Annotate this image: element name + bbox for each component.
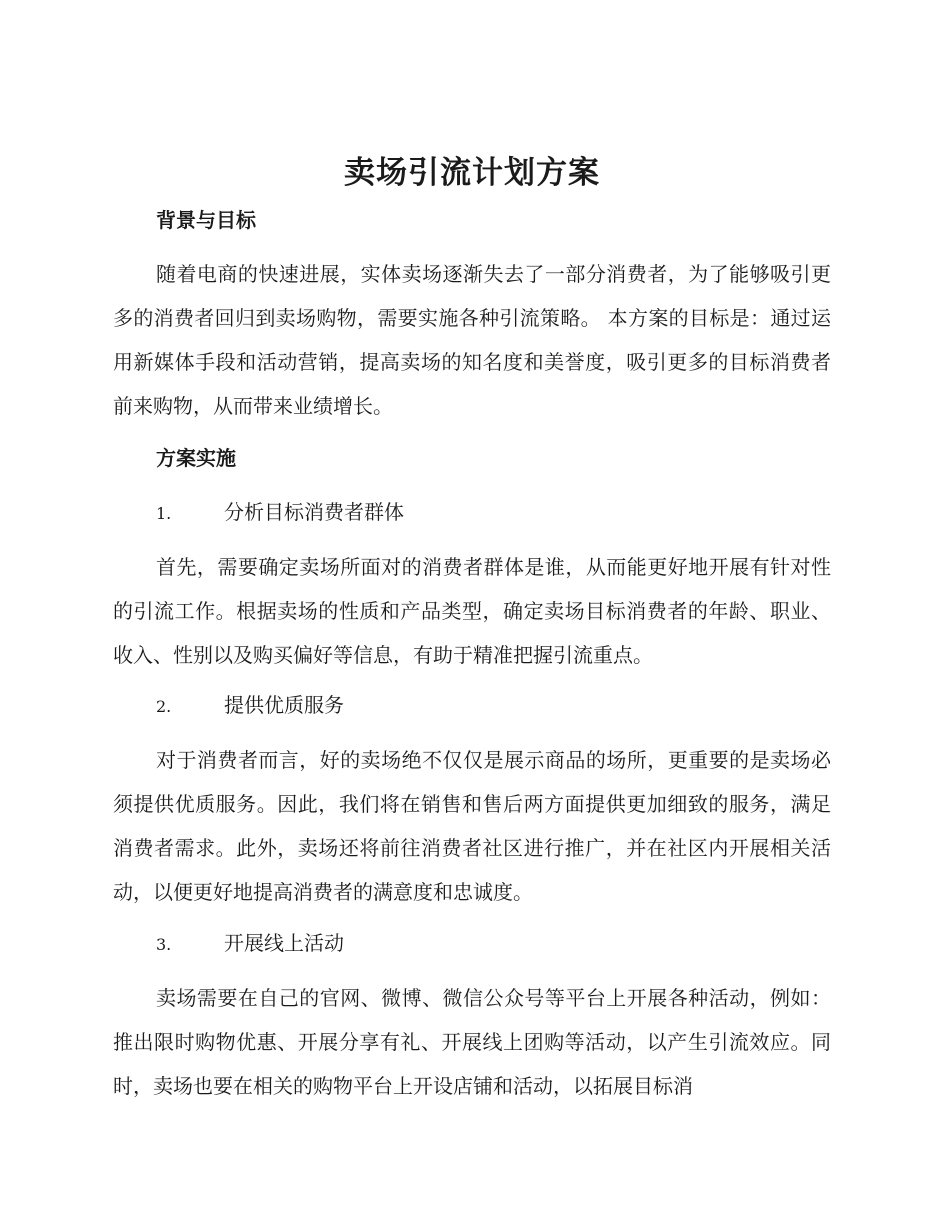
list-item-2 <box>156 690 344 722</box>
section-heading-implementation: 方案实施 <box>156 446 236 470</box>
list-item-title: 提供优质服务 <box>224 693 344 717</box>
document-title: 卖场引流计划方案 <box>344 155 600 191</box>
list-item-1 <box>156 497 404 529</box>
list-number: 3. <box>156 935 172 954</box>
list-number: 2. <box>156 697 172 716</box>
list-item-title: 分析目标消费者群体 <box>224 500 404 524</box>
section-heading-background: 背景与目标 <box>156 208 256 232</box>
paragraph-item-2: 对于消费者而言，好的卖场绝不仅仅是展示商品的场所，更重要的是卖场必须提供优质服务。因此，我们将在销售和售后两方面提供更加细致的服务，满足消费者需求。此外，卖场还将前往消费者社区进行推广，并在社区内开展相关活动，以便更好地提高消费者的满意度和忠诚度。 <box>113 748 831 904</box>
list-number: 1. <box>156 504 172 523</box>
list-item-3 <box>156 928 344 960</box>
paragraph-item-3: 卖场需要在自己的官网、微博、微信公众号等平台上开展各种活动，例如：推出限时购物优惠、开展分享有礼、开展线上团购等活动，以产生引流效应。同时，卖场也要在相关的购物平台上开设店铺和活动，以拓展目标消 <box>113 986 831 1098</box>
paragraph-background: 随着电商的快速进展，实体卖场逐渐失去了一部分消费者，为了能够吸引更多的消费者回归到卖场购物，需要实施各种引流策略。 本方案的目标是：通过运用新媒体手段和活动营销，提高卖场的知名度和美誉度，吸引更多的目标消费者前来购物，从而带来业绩增长。 <box>113 262 831 418</box>
paragraph-item-1: 首先，需要确定卖场所面对的消费者群体是谁，从而能更好地开展有针对性的引流工作。根据卖场的性质和产品类型，确定卖场目标消费者的年龄、职业、收入、性别以及购买偏好等信息，有助于精准把握引流重点。 <box>113 555 831 667</box>
list-item-title: 开展线上活动 <box>224 931 344 955</box>
